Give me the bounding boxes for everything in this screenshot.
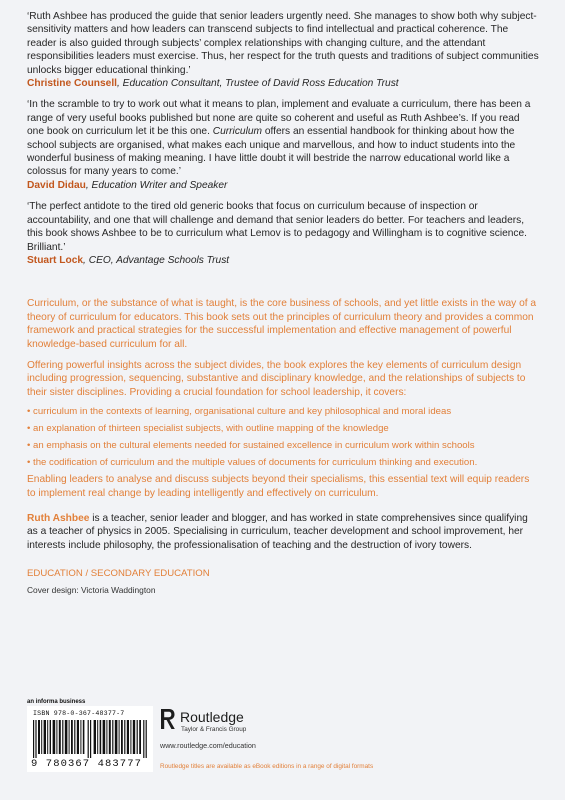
endorser-role: , Education Consultant, Trustee of David Ross Education Trust [117, 78, 399, 90]
endorser-role: , CEO, Advantage Schools Trust [83, 254, 230, 266]
back-cover [27, 10, 539, 595]
book-description [27, 297, 539, 500]
subject-category: EDUCATION / SECONDARY EDUCATION [27, 568, 210, 580]
isbn-label: ISBN 978-0-367-48377-7 [33, 710, 125, 717]
list-item: • an explanation of thirteen specialist subjects, with outline mapping of the knowledge [27, 423, 389, 435]
endorser-role: , Education Writer and Speaker [85, 179, 228, 191]
informa-label: an informa business [27, 699, 86, 705]
list-item: • an emphasis on the cultural elements needed for sustained excellence in curriculum work within schools [27, 440, 475, 452]
endorsement-3 [27, 200, 539, 267]
cover-design-credit: Cover design: Victoria Waddington [27, 585, 156, 596]
coverage-list [27, 405, 539, 469]
author-name: Ruth Ashbee [27, 512, 90, 524]
barcode-number: 9 780367 483777 [31, 758, 143, 770]
endorser-name: David Didau [27, 179, 86, 191]
author-bio [27, 512, 539, 552]
ebook-note: Routledge titles are available as eBook editions in a range of digital formats [160, 763, 374, 770]
endorsement-quote: ‘Ruth Ashbee has produced the guide that senior leaders urgently need. She manages to show both why subject-sensitivity matters and how leaders can transcend subjects to find intellectual and practical coherence. The reader is also guided through subjects’ complex relationships with changing culture, and the attendant responsibilities leaders must exercise. Thus, her respect for the truth quests and traditions of subject communities unlocks bigger educational thinking.’ [27, 11, 539, 76]
description-paragraph: Enabling leaders to analyse and discuss subjects beyond their specialisms, this essential text will equip readers to implement real change by leading intelligently and effectively on curriculum. [27, 474, 530, 499]
endorser-name: Christine Counsell [27, 78, 118, 90]
endorsement-quote: ‘The perfect antidote to the tired old generic books that focus on curriculum because of inspection or accountability, and one that will challenge and demand that senior leaders do better. For teachers and leaders, this book shows Ashbee to be to curriculum what Lemov is to pedagogy and Willingham is to cognitive science. Brilliant.’ [27, 201, 528, 253]
publisher-name: Routledge [180, 709, 244, 725]
routledge-logo-icon [160, 708, 176, 730]
list-item: • curriculum in the contexts of learning, organisational culture and key philosophical and moral ideas [27, 406, 452, 418]
publisher-url: www.routledge.com/education [160, 741, 256, 750]
endorsement-quote-part: ‘In the scramble to try to work out what it means to plan, implement and evaluate a curriculum, there has been a range of very useful books published but none are quite so coherent and useful as Ruth Ashbee’s. If you read one book on curriculum let it be this one. [27, 99, 531, 138]
endorsement-book-title: Curriculum [212, 126, 262, 138]
description-paragraph: Offering powerful insights across the subject divides, the book explores the key elements of curriculum design including progression, sequencing, substantive and disciplinary knowledge, and the relationships of subjects to their sister disciplines. Providing a crucial foundation for school leadership, it covers: [27, 359, 526, 398]
list-item: • the codification of curriculum and the multiple values of documents for curriculum thinking and execution. [27, 457, 478, 469]
endorsement-quote-part: offers an essential handbook for thinking about how the school subjects are organised, what makes each unique and marvellous, and how to induct students into the wonderful business of making meaning. I have little doubt it will bestride the narrow educational world like a colossus for many years to come.’ [27, 126, 516, 178]
endorser-name: Stuart Lock [27, 254, 84, 266]
barcode [27, 706, 153, 772]
barcode-bars [33, 720, 147, 758]
description-paragraph: Curriculum, or the substance of what is taught, is the core business of schools, and yet little exists in the way of a theory of curriculum for educators. This book sets out the principles of curriculum theory and provides a common framework and practical strategies for the successful implementation and effective management of powerful knowledge-based curriculum for all. [27, 298, 537, 350]
endorsement-2 [27, 98, 539, 192]
endorsement-1 [27, 10, 539, 90]
publisher-group: Taylor & Francis Group [181, 726, 247, 733]
author-bio-text: is a teacher, senior leader and blogger, and has worked in state comprehensives since qualifying as a teacher of physics in 2005. Specialising in curriculum, teacher development and school improvement, her interests include philosophy, the professionalisation of teaching and the destruction of ivory towers. [27, 512, 528, 551]
